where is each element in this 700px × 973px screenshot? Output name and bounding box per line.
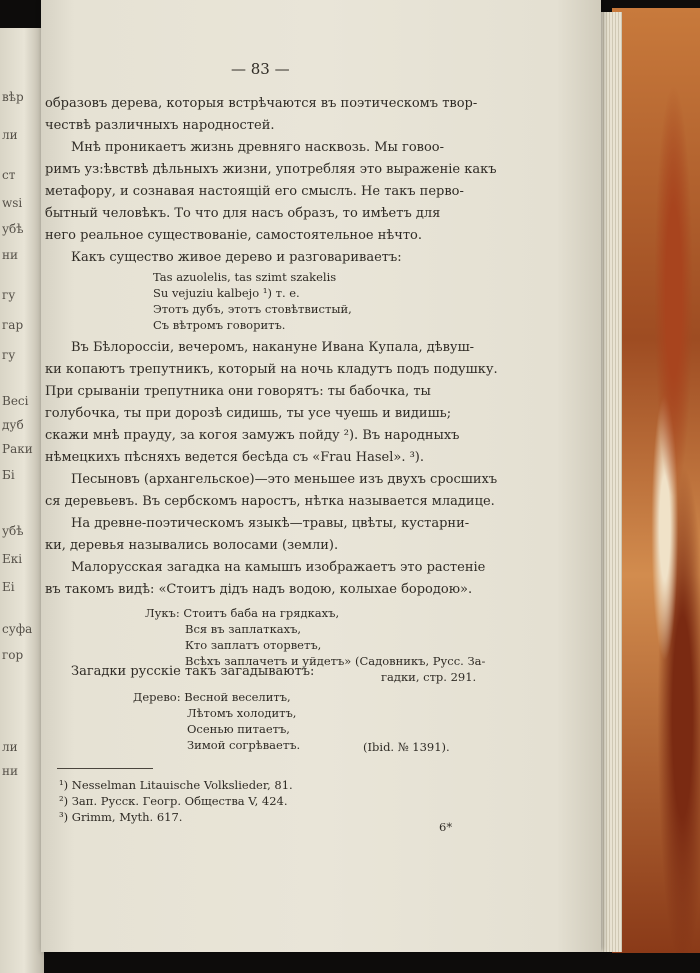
body-line: На древне-поэтическомъ языкѣ—травы, цвѣты, кустарни-	[71, 516, 470, 531]
riddle-line: Вся въ заплаткахъ,	[185, 622, 302, 636]
left-page-fragment: wsi	[2, 196, 23, 210]
book-page	[41, 0, 601, 952]
body-line: голубочка, ты при дорозѣ сидишь, ты усе чуешь и видишь;	[45, 406, 452, 421]
left-page-fragment: Екі	[2, 552, 23, 566]
riddle-line: Дерево: Весной веселитъ,	[133, 690, 291, 704]
riddle-line: гадки, стр. 291.	[381, 670, 477, 684]
body-line: въ такомъ видѣ: «Стоитъ дідъ надъ водою, колыхае бородою».	[45, 582, 473, 597]
footnote: ¹) Nesselman Litauische Volkslieder, 81.	[59, 778, 293, 792]
body-line: метафору, и сознавая настоящій его смыслъ. Не такъ перво-	[45, 184, 464, 199]
body-line: Малорусская загадка на камышъ изображаетъ это растеніе	[71, 560, 486, 575]
left-page-fragment: дуб	[2, 418, 24, 432]
footnote-rule	[57, 768, 153, 769]
body-line: Мнѣ проникаетъ жизнь древняго насквозь. Мы говоo-	[71, 140, 445, 155]
left-page-fragment: Бі	[2, 468, 15, 482]
left-page-fragment: гу	[2, 348, 16, 362]
riddle-line: Кто заплатъ оторветъ,	[185, 638, 322, 652]
left-page-fragment: убѣ	[2, 524, 24, 538]
verse-line: Su vejuziu kalbejo ¹) т. е.	[153, 286, 300, 300]
left-page-fragment: Весі	[2, 394, 29, 408]
body-line: римъ уз:ѣвствѣ дѣльныхъ жизни, употребляя это выраженіе какъ	[45, 162, 497, 177]
left-page-fragment: Раки	[2, 442, 33, 456]
citation: (Ibid. № 1391).	[363, 740, 450, 754]
footnote: ²) Зап. Русск. Геогр. Общества V, 424.	[59, 794, 288, 808]
riddle-line: Лукъ: Стоитъ баба на грядкахъ,	[145, 606, 340, 620]
riddle-line: Зимой согрѣваетъ.	[187, 738, 301, 752]
left-page-fragment: ст	[2, 168, 16, 182]
page-edges	[598, 12, 622, 952]
left-page-fragment: гар	[2, 318, 24, 332]
verse-line: Tas azuolelis, tas szimt szakelis	[153, 270, 337, 284]
left-page-fragment: ли	[2, 740, 18, 754]
body-line: При срываніи трепутника они говорятъ: ты бабочка, ты	[45, 384, 431, 399]
left-page-fragment: вѣр	[2, 90, 24, 104]
body-line: скажи мнѣ прауду, за когоя замужъ пойду ²). Въ народныхъ	[45, 428, 460, 443]
page-number: — 83 —	[231, 60, 290, 78]
left-page-fragment: ни	[2, 764, 18, 778]
footnote: ³) Grimm, Myth. 617.	[59, 810, 183, 824]
body-line: образовъ дерева, которыя встрѣчаются въ поэтическомъ твор-	[45, 96, 478, 111]
left-page-fragment: Еі	[2, 580, 15, 594]
riddle-line: Лѣтомъ холодитъ,	[187, 706, 297, 720]
left-page-fragment: суфа	[2, 622, 33, 636]
body-line: ся деревьевъ. Въ сербскомъ наростъ, нѣтка называется младице.	[45, 494, 495, 509]
body-line: Какъ существо живое дерево и разговариваетъ:	[71, 250, 402, 265]
riddle-line: Осенью питаетъ,	[187, 722, 290, 736]
left-page-fragment: гу	[2, 288, 16, 302]
body-line: бытный человѣкъ. То что для насъ образъ, то имѣетъ для	[45, 206, 441, 221]
body-line: ки копаютъ трепутникъ, который на ночь кладутъ подъ подушку.	[45, 362, 498, 377]
body-line: Песыновъ (архангельское)—это меньшее изъ двухъ сросшихъ	[71, 472, 498, 487]
verse-line: Этотъ дубъ, этотъ стовѣтвистый,	[153, 302, 352, 316]
signature-mark: 6*	[439, 820, 453, 834]
body-line: Загадки русскіе такъ загадываютъ:	[71, 664, 315, 679]
left-page-fragment: ни	[2, 248, 18, 262]
book-cover-edge	[612, 8, 700, 953]
verse-line: Съ вѣтромъ говоритъ.	[153, 318, 286, 332]
body-line: ки, деревья назывались волосами (земли).	[45, 538, 339, 553]
left-page-fragment: убѣ	[2, 222, 24, 236]
left-page-fragment: ли	[2, 128, 18, 142]
left-page-fragment: гор	[2, 648, 24, 662]
left-page	[0, 28, 44, 973]
body-line: него реальное существованіе, самостоятельное нѣчто.	[45, 228, 422, 243]
body-line: Въ Бѣлороссіи, вечеромъ, накануне Ивана Купала, дѣвуш-	[71, 340, 475, 355]
body-line: нѣмецкихъ пѣсняхъ ведется бесѣда съ «Frau Hasel». ³).	[45, 450, 424, 465]
body-line: чествѣ различныхъ народностей.	[45, 118, 275, 133]
riddle-line: Всѣхъ заплачетъ и уйдетъ» (Садовникъ, Русс. За-	[185, 654, 486, 668]
